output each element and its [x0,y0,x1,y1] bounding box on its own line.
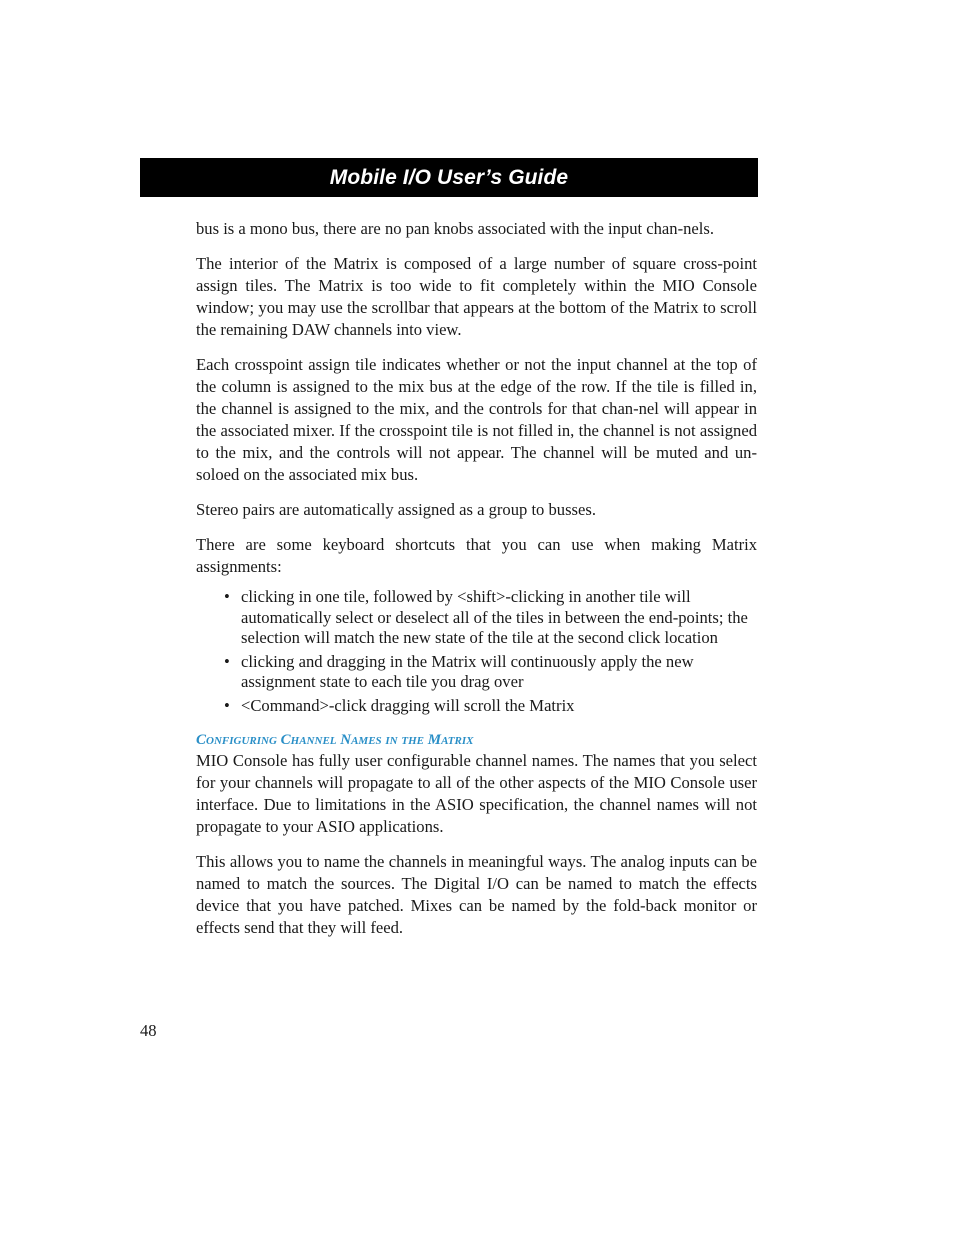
page-body [196,218,757,952]
shortcut-list [196,587,757,716]
section-heading: Configuring Channel Names in the Matrix [196,732,474,748]
paragraph-channel-names: MIO Console has fully user configurable channel names. The names that you select for your channels will propagate to all of the other aspects of the MIO Console user interface. Due to limitations in the ASIO specification, the channel names will not propagate to your ASIO applications. [196,751,757,836]
paragraph-stereo-pairs: Stereo pairs are automatically assigned as a group to busses. [196,500,596,519]
shortcut-list-item: • clicking in one tile, followed by <shift>-clicking in another tile will automatically select or deselect all of the tiles in between the end-points; the selection will match the new state of the tile at the second click location [224,587,757,649]
page-number: 48 [140,1021,157,1040]
shortcut-list-item: • clicking and dragging in the Matrix will continuously apply the new assignment state to each tile you drag over [224,652,757,693]
paragraph-matrix-interior: The interior of the Matrix is composed of a large number of square cross-point assign tiles. The Matrix is too wide to fit completely within the MIO Console window; you may use the scrollbar that appears at the bottom of the Matrix to scroll the remaining DAW channels into view. [196,254,757,339]
shortcut-list-item: • <Command>-click dragging will scroll the Matrix [224,696,757,717]
paragraph-crosspoint-tile: Each crosspoint assign tile indicates whether or not the input channel at the top of the column is assigned to the mix bus at the edge of the row. If the tile is filled in, the channel is assigned to the mix, and the controls for that chan-nel will appear in the associated mixer. If the crosspoint tile is not filled in, the channel is not assigned to the mix, and the controls will not appear. The channel will be muted and un-soloed on the associated mix bus. [196,355,757,484]
page-header-title: Mobile I/O User’s Guide [329,165,569,189]
paragraph-keyboard-shortcuts: There are some keyboard shortcuts that you can use when making Matrix assignments: [196,535,757,576]
paragraph-mono-bus: bus is a mono bus, there are no pan knobs associated with the input chan-nels. [196,219,714,238]
page-header-bar [140,158,758,197]
paragraph-naming-ways: This allows you to name the channels in meaningful ways. The analog inputs can be named to match the sources. The Digital I/O can be named to match the effects device that you have patched. Mixes can be named by the fold-back monitor or effects send that they will feed. [196,852,757,937]
